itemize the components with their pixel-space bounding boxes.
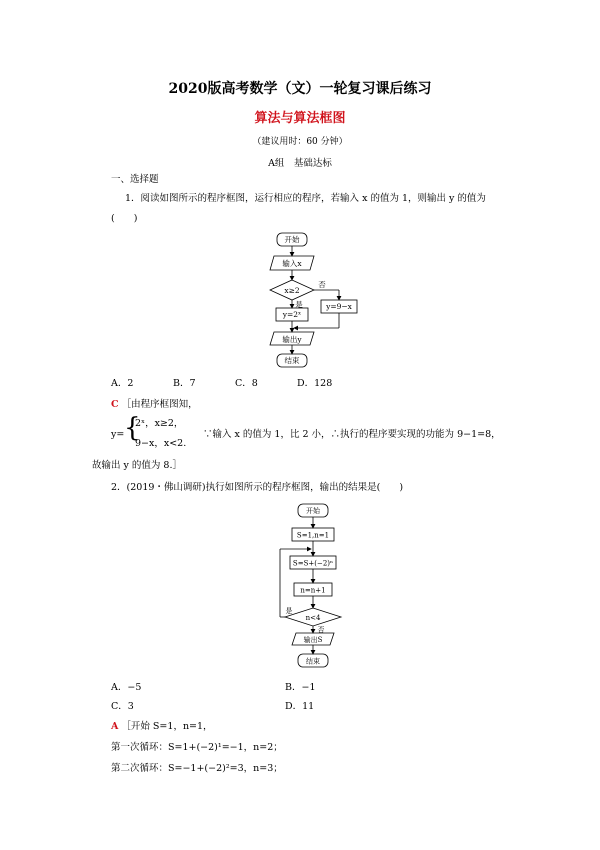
q2-update-s-label: S=S+(−2)ⁿ [292, 559, 334, 568]
q2-option-c: C．3 [111, 701, 134, 712]
page-subtitle: 算法与算法框图 [254, 111, 346, 126]
q1-solution-line3: 故输出 y 的值为 8.］ [92, 460, 182, 471]
q1-output-label: 输出y [282, 335, 302, 344]
q1-end-label: 结束 [284, 356, 300, 365]
q1-answer-line1 [111, 398, 198, 412]
q1-option-c: C．8 [235, 378, 258, 389]
q1-input-label: 输入x [282, 259, 302, 268]
q2-option-b: B．−1 [285, 682, 316, 693]
q1-option-b: B．7 [173, 378, 196, 389]
q1-no-branch-label: y=9−x [326, 302, 352, 311]
q1-condition-label: x≥2 [284, 286, 300, 295]
q1-piecewise-bottom: 9−x，x<2. [135, 438, 187, 449]
q2-yes-label: 是 [285, 607, 293, 615]
q2-end-label: 结束 [306, 657, 320, 666]
q1-yes-label: 是 [295, 300, 303, 309]
q2-init-label: S=1,n=1 [296, 531, 330, 540]
section-heading: 一、选择题 [111, 174, 159, 185]
suggested-time: （建议用时：60 分钟） [252, 137, 348, 147]
group-label: A组 基础达标 [268, 158, 332, 169]
q2-stem: 2．(2019・佛山调研)执行如图所示的程序框图，输出的结果是( ) [111, 482, 404, 493]
q1-piecewise-brace: { [124, 413, 141, 443]
q2-flowchart [270, 500, 360, 672]
q2-solution-line1: ［开始 S=1，n=1， [121, 721, 213, 732]
q2-condition-label: n<4 [305, 614, 321, 622]
q1-piecewise-top: 2ˣ，x≥2， [135, 418, 184, 429]
q2-answer-line1 [111, 720, 213, 734]
page-title: 2020版高考数学（文）一轮复习课后练习 [168, 81, 432, 97]
q1-start-label: 开始 [284, 235, 300, 244]
q2-option-d: D．11 [285, 701, 315, 712]
q1-piecewise-lhs: y= [111, 429, 125, 440]
q2-output-label: 输出S [303, 636, 323, 644]
q1-flowchart [250, 228, 370, 373]
q2-answer-letter: A [111, 721, 119, 732]
q2-no-label: 否 [317, 626, 325, 634]
q1-solution-line1: ［由程序框图知， [121, 399, 198, 410]
q1-option-d: D．128 [297, 378, 333, 389]
q2-update-n-label: n=n+1 [300, 586, 326, 595]
q1-option-a: A．2 [111, 378, 134, 389]
q2-option-a: A．−5 [111, 682, 142, 693]
q1-answer-letter: C [111, 399, 119, 410]
q2-start-label: 开始 [306, 507, 320, 515]
q1-stem-line1: 1．阅读如图所示的程序框图，运行相应的程序，若输入 x 的值为 1，则输出 y 的值为 [125, 193, 486, 204]
q2-solution-line3: 第二次循环：S=−1+(−2)²=3，n=3； [111, 763, 283, 774]
q1-yes-branch-label: y=2ˣ [282, 310, 302, 319]
q1-solution-line2: ∵输入 x 的值为 1，比 2 小，∴执行的程序要实现的功能为 9−1=8， [203, 429, 501, 440]
q2-solution-line2: 第一次循环：S=1+(−2)¹=−1，n=2； [111, 742, 283, 753]
q1-no-label: 否 [318, 280, 326, 289]
q1-stem-line2: ( ) [111, 213, 138, 224]
